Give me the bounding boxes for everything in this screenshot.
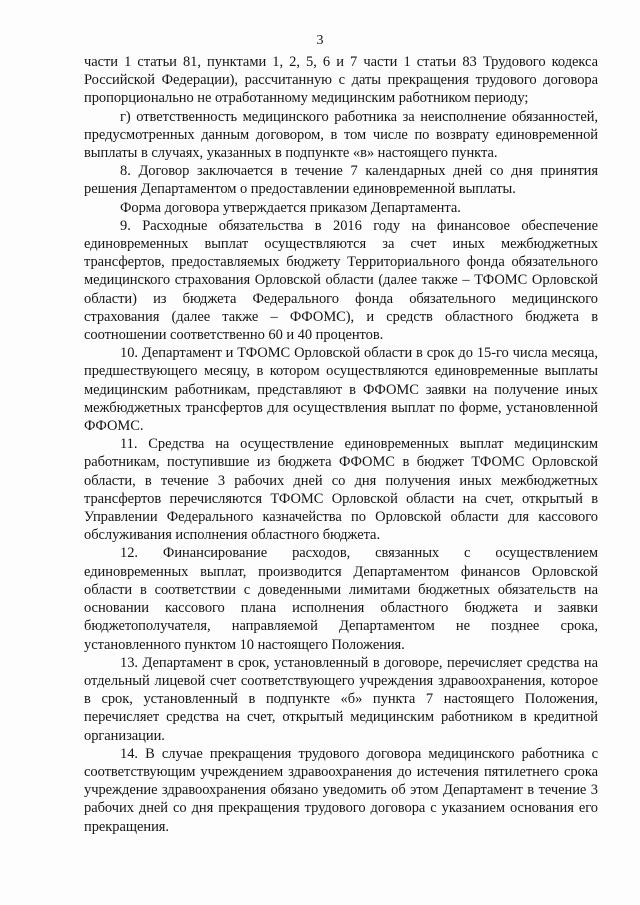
paragraph-7g: г) ответственность медицинского работника за неисполнение обязанностей, предусмотренных данным договором, в том числе по возврату единовременной выплаты в случаях, указанных в подпункте «в» настоящего пункта. <box>84 108 598 162</box>
page-number: 3 <box>316 33 324 48</box>
paragraph-13: 13. Департамент в срок, установленный в договоре, перечисляет средства на отдельный лицевой счет соответствующего учреждения здравоохранения, которое в срок, установленный в подпункте «б» пункта 7 настоящего Положения, перечисляет средства на счет, открытый медицинским работником в кредитной организации. <box>84 654 598 744</box>
paragraph-12: 12. Финансирование расходов, связанных с осуществлением единовременных выплат, производится Департаментом финансов Орловской области в соответствии с доведенными лимитами бюджетных обязательств на основании кассового плана исполнения областного бюджета и заявки бюджетополучателя, направляемой Департаментом не позднее срока, установленного пунктом 10 настоящего Положения. <box>84 545 598 653</box>
paragraph-14: 14. В случае прекращения трудового договора медицинского работника с соответствующим учреждением здравоохранения до истечения пятилетнего срока учреждение здравоохранения обязано уведомить об этом Департамент в течение 3 рабочих дней со дня прекращения трудового договора с указанием основания его прекращения. <box>84 745 598 835</box>
paragraph-8: 8. Договор заключается в течение 7 календарных дней со дня принятия решения Департаментом о предоставлении единовременной выплаты. <box>84 163 598 198</box>
paragraph-continuation: части 1 статьи 81, пунктами 1, 2, 5, 6 и 7 части 1 статьи 83 Трудового кодекса Российской Федерации), рассчитанную с даты прекращения трудового договора пропорционально не отработанному медицинским работником периоду; <box>84 54 598 107</box>
paragraph-8-form: Форма договора утверждается приказом Департамента. <box>120 199 461 216</box>
paragraph-11: 11. Средства на осуществление единовременных выплат медицинским работникам, поступившие из бюджета ФФОМС в бюджет ТФОМС Орловской области, в течение 3 рабочих дней со дня получения иных межбюджетных трансфертов перечисляются ТФОМС Орловской области на счет, открытый в Управлении Федерального казначейства по Орловской области для кассового обслуживания исполнения областного бюджета. <box>84 436 598 544</box>
paragraph-10: 10. Департамент и ТФОМС Орловской области в срок до 15-го числа месяца, предшествующего месяцу, в котором осуществляются единовременные выплаты медицинским работникам, представляют в ФФОМС заявки на получение иных межбюджетных трансфертов для осуществления выплат по форме, установленной ФФОМС. <box>84 345 598 435</box>
paragraph-9: 9. Расходные обязательства в 2016 году на финансовое обеспечение единовременных выплат осуществляются за счет иных межбюджетных трансфертов, предоставляемых бюджету Территориального фонда обязательного медицинского страхования Орловской области (далее также – ТФОМС Орловской области) из бюджета Федерального фонда обязательного медицинского страхования (далее также – ФФОМС), и средств областного бюджета в соотношении соответственно 60 и 40 процентов. <box>84 217 598 344</box>
document-body <box>84 53 598 836</box>
